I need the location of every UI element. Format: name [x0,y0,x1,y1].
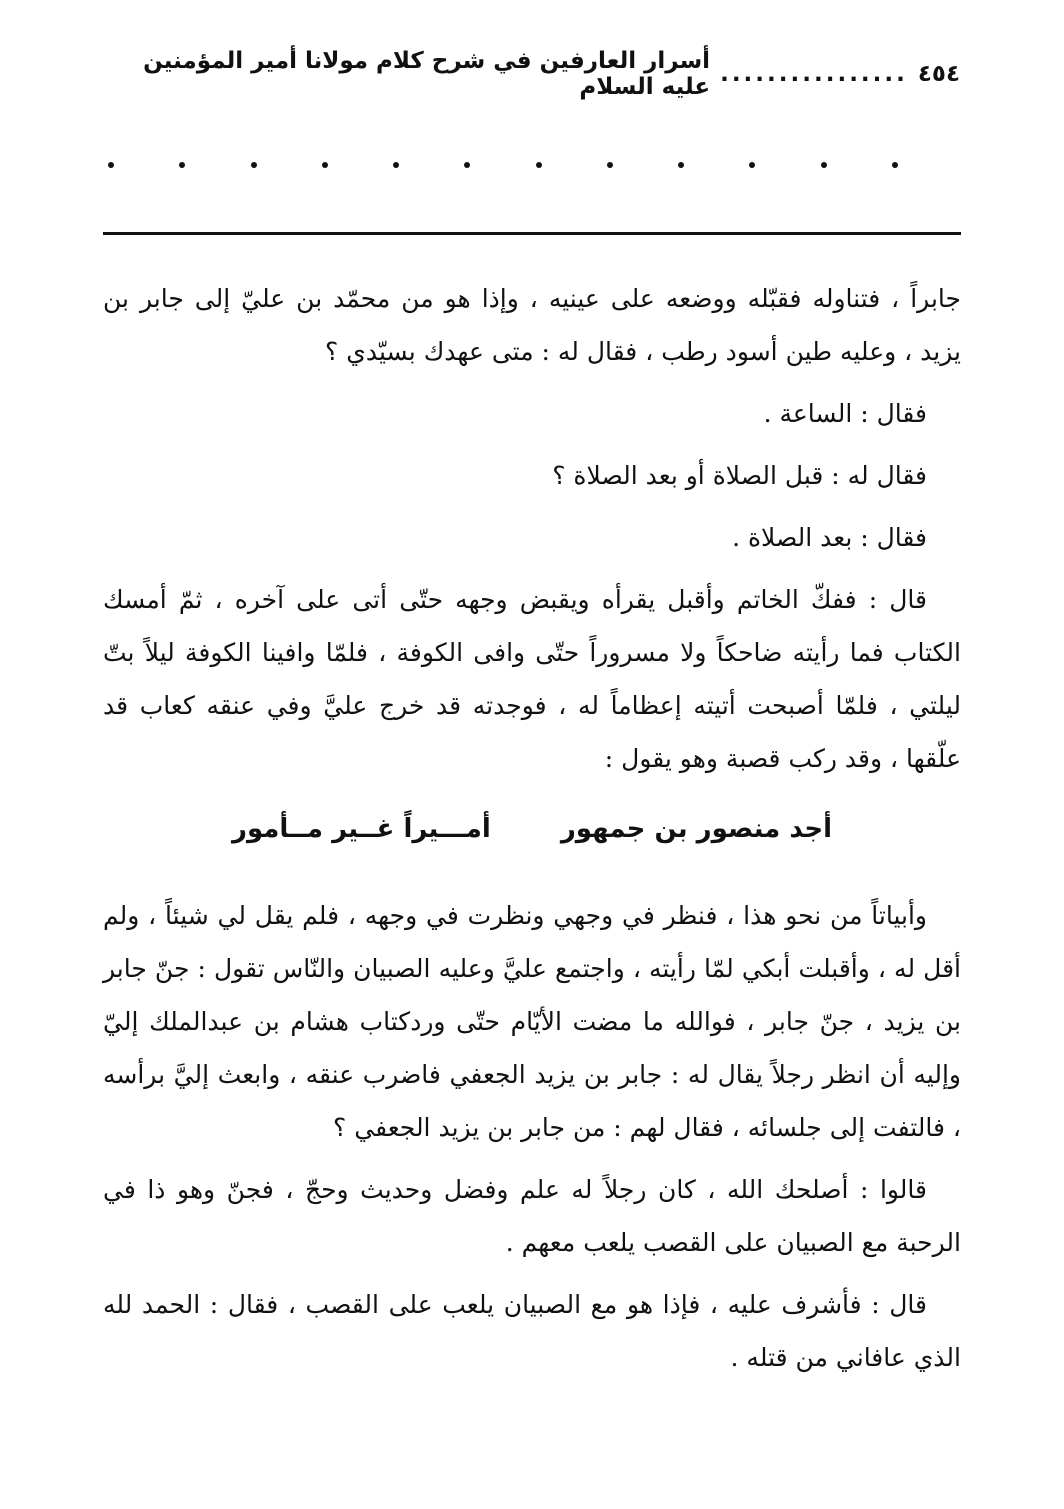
dotted-separator [108,150,898,180]
verse-line [103,799,961,859]
leader-dots: ................ [720,61,908,87]
paragraph: فقال له : قبل الصلاة أو بعد الصلاة ؟ [552,461,927,490]
paragraph: وأبياتاً من نحو هذا ، فنظر في وجهي ونظرت في وجهه ، فلم يقل لي شيئاً ، ولم أقل له ، وأقبلت أبكي لمّا رأيته ، واجتمع عليَّ وعليه الصبيان والنّاس تقول : جنّ جابر بن يزيد ، جنّ جابر ، فوالله ما مضت الأيّام حتّى وردكتاب هشام بن عبدالملك إليّ وإليه أن انظر رجلاً يقال له : جابر بن يزيد الجعفي فاضرب عنقه ، وابعث إليَّ برأسه ، فالتفت إلى جلسائه ، فقال لهم : من جابر بن يزيد الجعفي ؟ [103,901,961,1142]
paragraph: قال : فأشرف عليه ، فإذا هو مع الصبيان يلعب على القصب ، فقال : الحمد لله الذي عافاني من قتله . [103,1290,961,1372]
running-title: أسرار العارفين في شرح كلام مولانا أمير المؤمنين عليه السلام [143,48,711,100]
paragraph: قالوا : أصلحك الله ، كان رجلاً له علم وفضل وحديث وحجّ ، فجنّ وهو ذا في الرحبة مع الصبيان على القصب يلعب معهم . [103,1175,961,1257]
page-body [103,272,961,1393]
paragraph: قال : ففكّ الخاتم وأقبل يقرأه ويقبض وجهه حتّى أتى على آخره ، ثمّ أمسك الكتاب فما رأيته ضاحكاً ولا مسروراً حتّى وافى الكوفة ، فلمّا وافينا الكوفة ليلاً بتّ ليلتي ، فلمّا أصبحت أتيته إعظاماً له ، فوجدته قد خرج عليَّ وفي عنقه كعاب قد علّقها ، وقد ركب قصبة وهو يقول : [103,585,961,773]
paragraph: فقال : الساعة . [763,399,927,428]
separator-dot [322,162,328,168]
verse-second-hemistich: أمـــيراً غــير مــأمور [232,814,491,844]
separator-dot [678,162,684,168]
separator-dot [179,162,185,168]
separator-dot [393,162,399,168]
paragraph: فقال : بعد الصلاة . [732,523,927,552]
horizontal-rule [103,232,961,235]
separator-dot [821,162,827,168]
separator-dot [464,162,470,168]
separator-dot [749,162,755,168]
separator-dot [251,162,257,168]
separator-dot [892,162,898,168]
page-header [100,48,960,100]
page-number: ٤٥٤ [917,61,960,87]
separator-dot [607,162,613,168]
separator-dot [108,162,114,168]
verse-first-hemistich: أجد منصور بن جمهور [560,814,832,844]
paragraph: جابراً ، فتناوله فقبّله ووضعه على عينيه ، وإذا هو من محمّد بن عليّ إلى جابر بن يزيد ، وعليه طين أسود رطب ، فقال له : متى عهدك بسيّدي ؟ [103,284,961,366]
separator-dot [536,162,542,168]
